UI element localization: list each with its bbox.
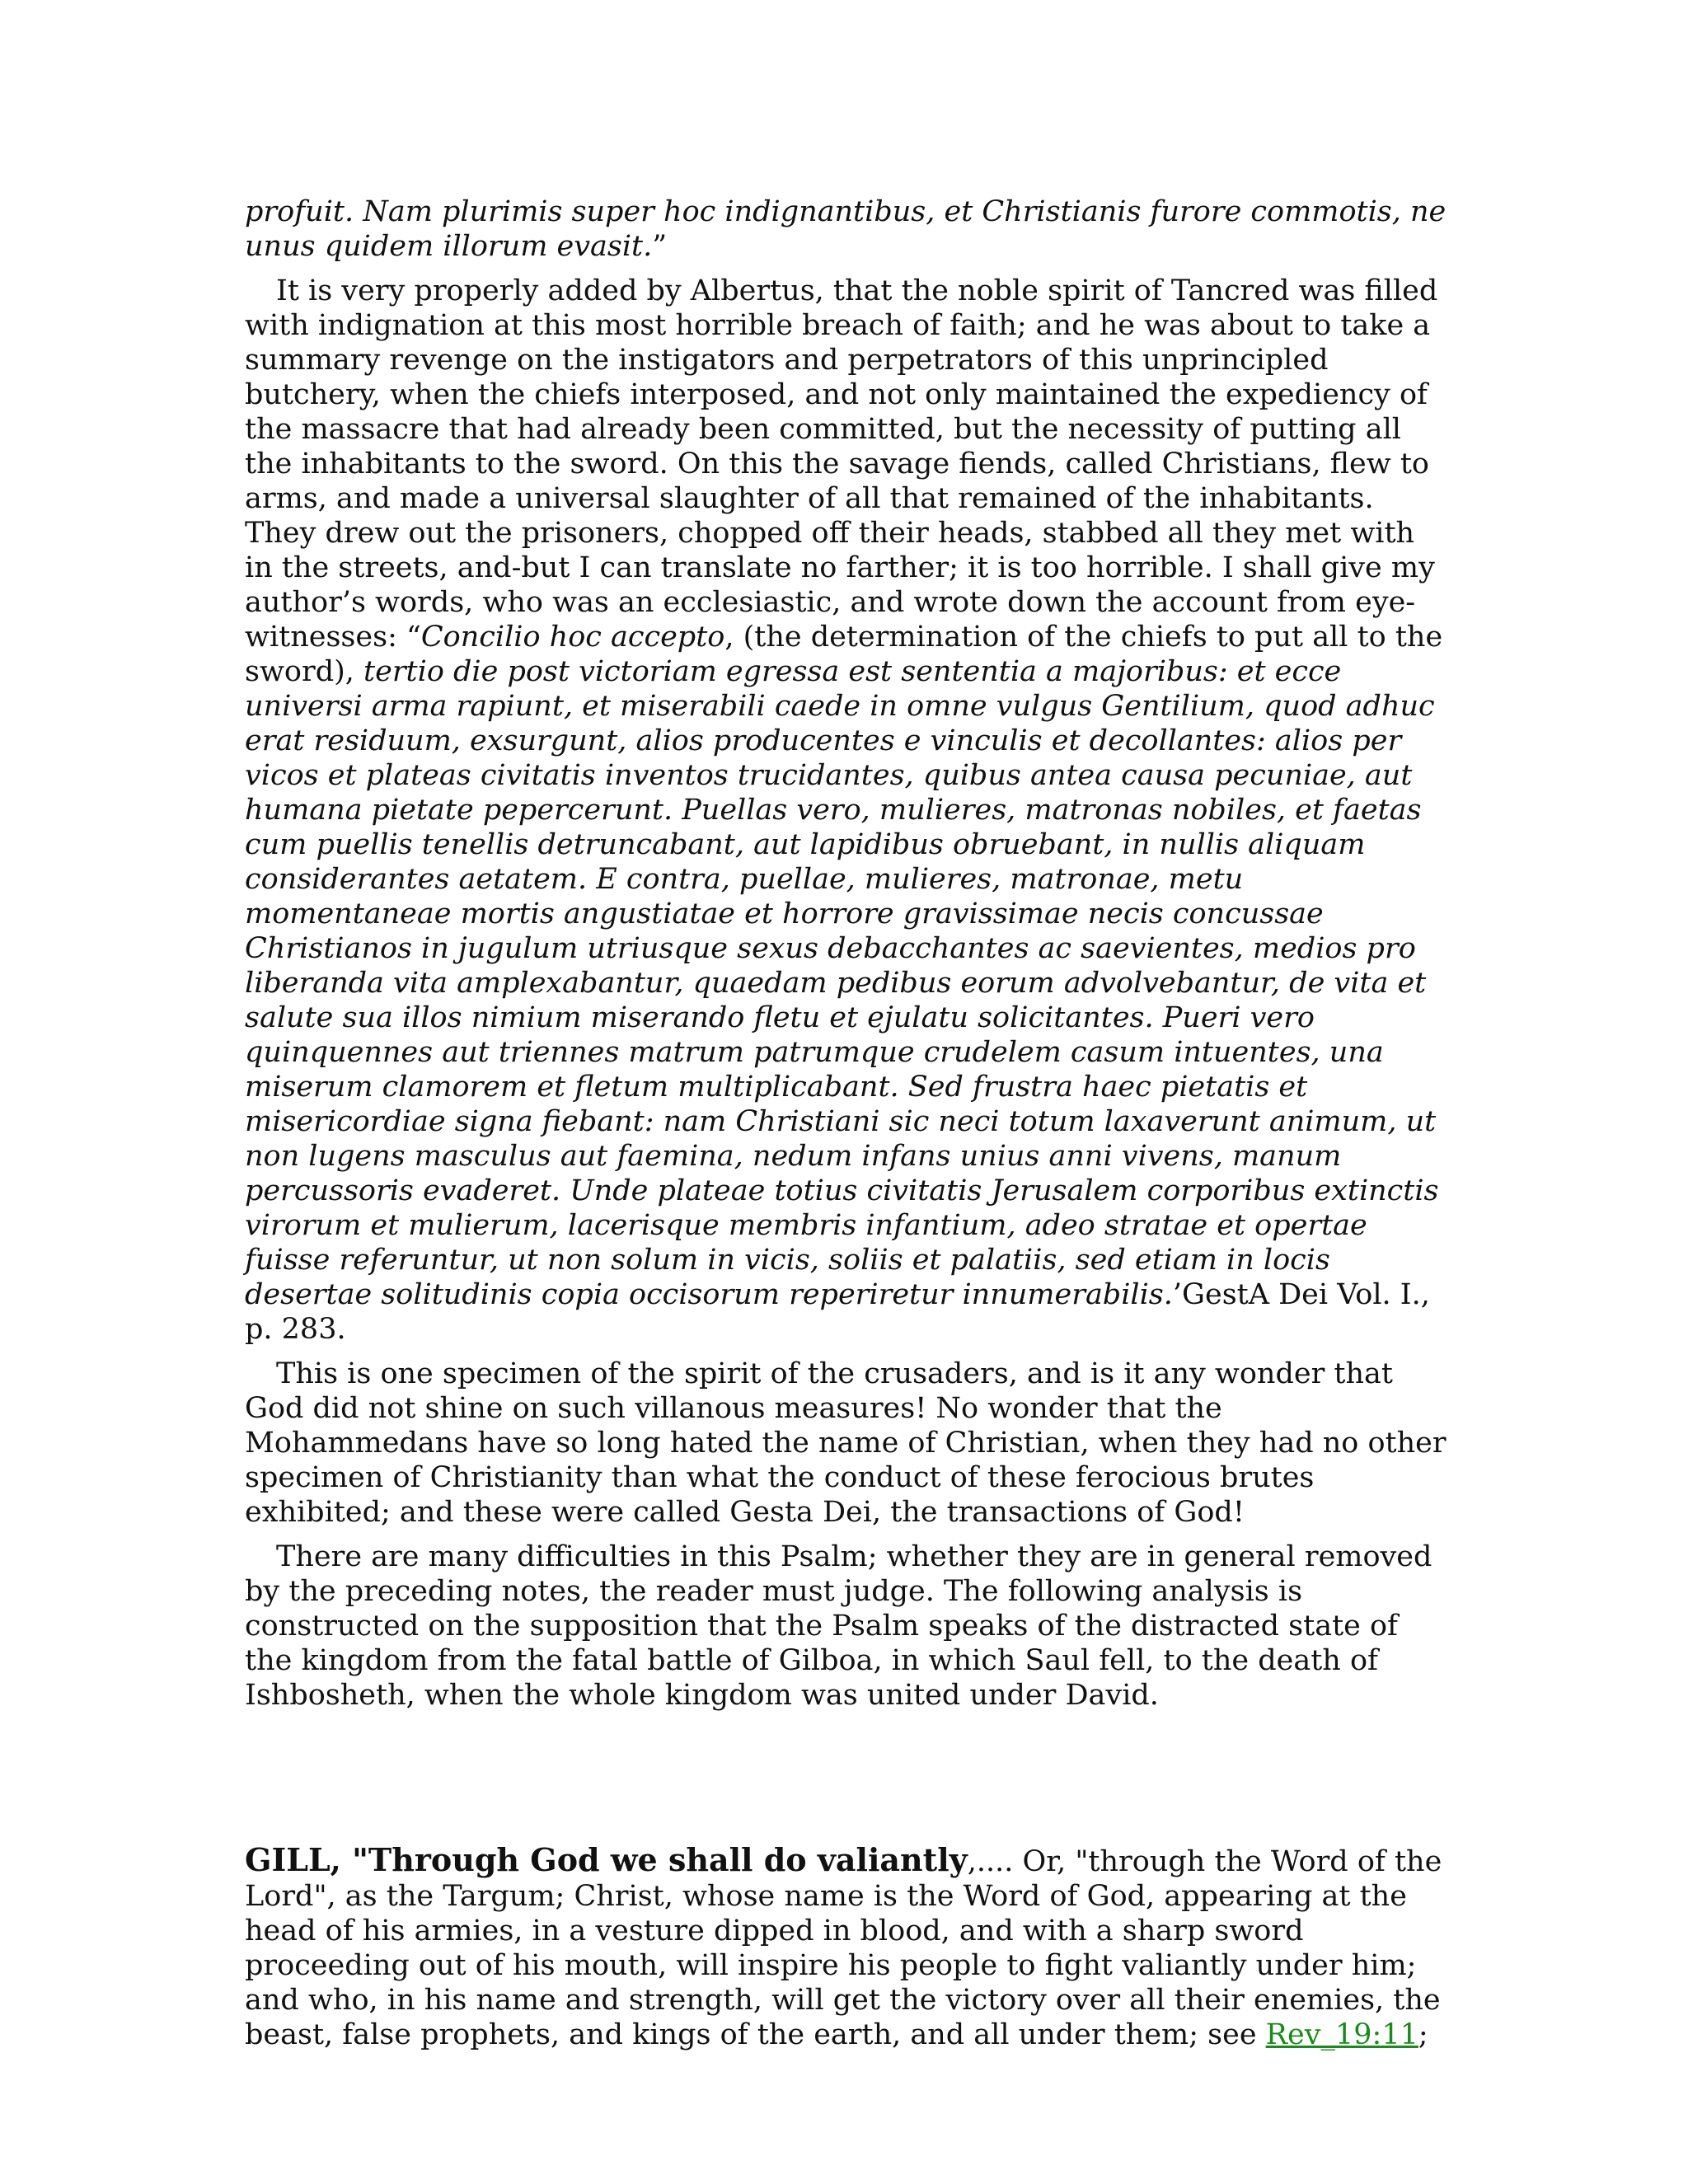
latin-passage: tertio die post victoriam egressa est sententia a majoribus: et ecce universi arma rapiunt, et miserabili caede in omne vulgus Gentilium, quod adhuc erat residuum, exsurgunt, alios producentes e vinculis et decollantes: alios per vicos et plateas civitatis inventos trucidantes, quibus antea causa pecuniae, aut humana pietate pepercerunt. Puellas vero, mulieres, matronas nobiles, et faetas cum puellis tenellis detruncabant, aut lapidibus obruebant, in nullis aliquam considerantes aetatem. E contra, puellae, mulieres, matronae, metu momentaneae mortis angustiatae et horrore gravissimae necis concussae Christianos in jugulum utriusque sexus debacchantes ac saevientes, medios pro liberanda vita amplexabantur, quaedam pedibus eorum advolvebantur, de vita et salute sua illos nimium miserando fletu et ejulatu solicitantes. Pueri vero quinquennes aut triennes matrum patrumque crudelem casum intuentes, una miserum clamorem et fletum multiplicabant. Sed frustra haec pietatis et misericordiae signa fiebant: nam Christiani sic neci totum laxaverunt animum, ut non lugens masculus aut faemina, nedum infans unius anni vivens, manum percussoris evaderet. Unde plateae totius civitatis Jerusalem corporibus extinctis virorum et mulierum, lacerisque membris infantium, adeo stratae et opertae fuisse referuntur, ut non solum in vicis, soliis et palatiis, sed etiam in locis desertae solitudinis copia occisorum reperiretur innumerabilis. <box>245 655 1439 1311</box>
citation: ’GestA Dei Vol. I., p. 283. <box>245 1278 1430 1346</box>
scripture-reference-link[interactable]: Rev_19:11 <box>1265 2018 1418 2051</box>
latin-quote-ending <box>245 194 1448 264</box>
albertus-text-continued: , (the determination of the chiefs to put all to the sword), <box>245 621 1443 688</box>
albertus-paragraph <box>245 274 1448 1347</box>
latin-phrase: Concilio hoc accepto <box>420 621 725 654</box>
psalm-analysis-paragraph: There are many difficulties in this Psalm; whether they are in general removed by the preceding notes, the reader must judge. The following analysis is constructed on the supposition that the Psalm speaks of the distracted state of the kingdom from the fatal battle of Gilboa, in which Saul fell, to the death of Ishbosheth, when the whole kingdom was united under David. <box>245 1540 1432 1712</box>
gill-commentary <box>245 1843 1448 2052</box>
gill-end: ; <box>1418 2018 1428 2051</box>
crusaders-paragraph: This is one specimen of the spirit of the crusaders, and is it any wonder that God did not shine on such villanous measures! No wonder that the Mohammedans have so long hated the name of Christian, when they had no other specimen of Christianity than what the conduct of these ferocious brutes exhibited; and these were called Gesta Dei, the transactions of God! <box>245 1357 1447 1529</box>
gill-heading: GILL, "Through God we shall do valiantly <box>245 1841 968 1878</box>
document-page <box>245 194 1448 2062</box>
latin-quote-text: profuit. Nam plurimis super hoc indignantibus, et Christianis furore commotis, ne unus quidem illorum evasit. <box>245 195 1447 263</box>
albertus-text: It is very properly added by Albertus, that the noble spirit of Tancred was filled with indignation at this most horrible breach of faith; and he was about to take a summary revenge on the instigators and perpetrators of this unprincipled butchery, when the chiefs interposed, and not only maintained the expediency of the massacre that had already been committed, but the necessity of putting all the inhabitants to the sword. On this the savage fiends, called Christians, flew to arms, and made a universal slaughter of all that remained of the inhabitants. They drew out the prisoners, chopped off their heads, stabbed all they met with in the streets, and-but I can translate no farther; it is too horrible. I shall give my author’s words, who was an ecclesiastic, and wrote down the account from eye-witnesses: “ <box>245 274 1438 654</box>
closing-quote: ” <box>652 230 668 263</box>
gill-text: ,.... Or, "through the Word of the Lord", as the Targum; Christ, whose name is the Word of God, appearing at the head of his armies, in a vesture dipped in blood, and with a sharp sword proceeding out of his mouth, will inspire his people to fight valiantly under him; and who, in his name and strength, will get the victory over all their enemies, the beast, false prophets, and kings of the earth, and all under them; see <box>245 1845 1442 2051</box>
